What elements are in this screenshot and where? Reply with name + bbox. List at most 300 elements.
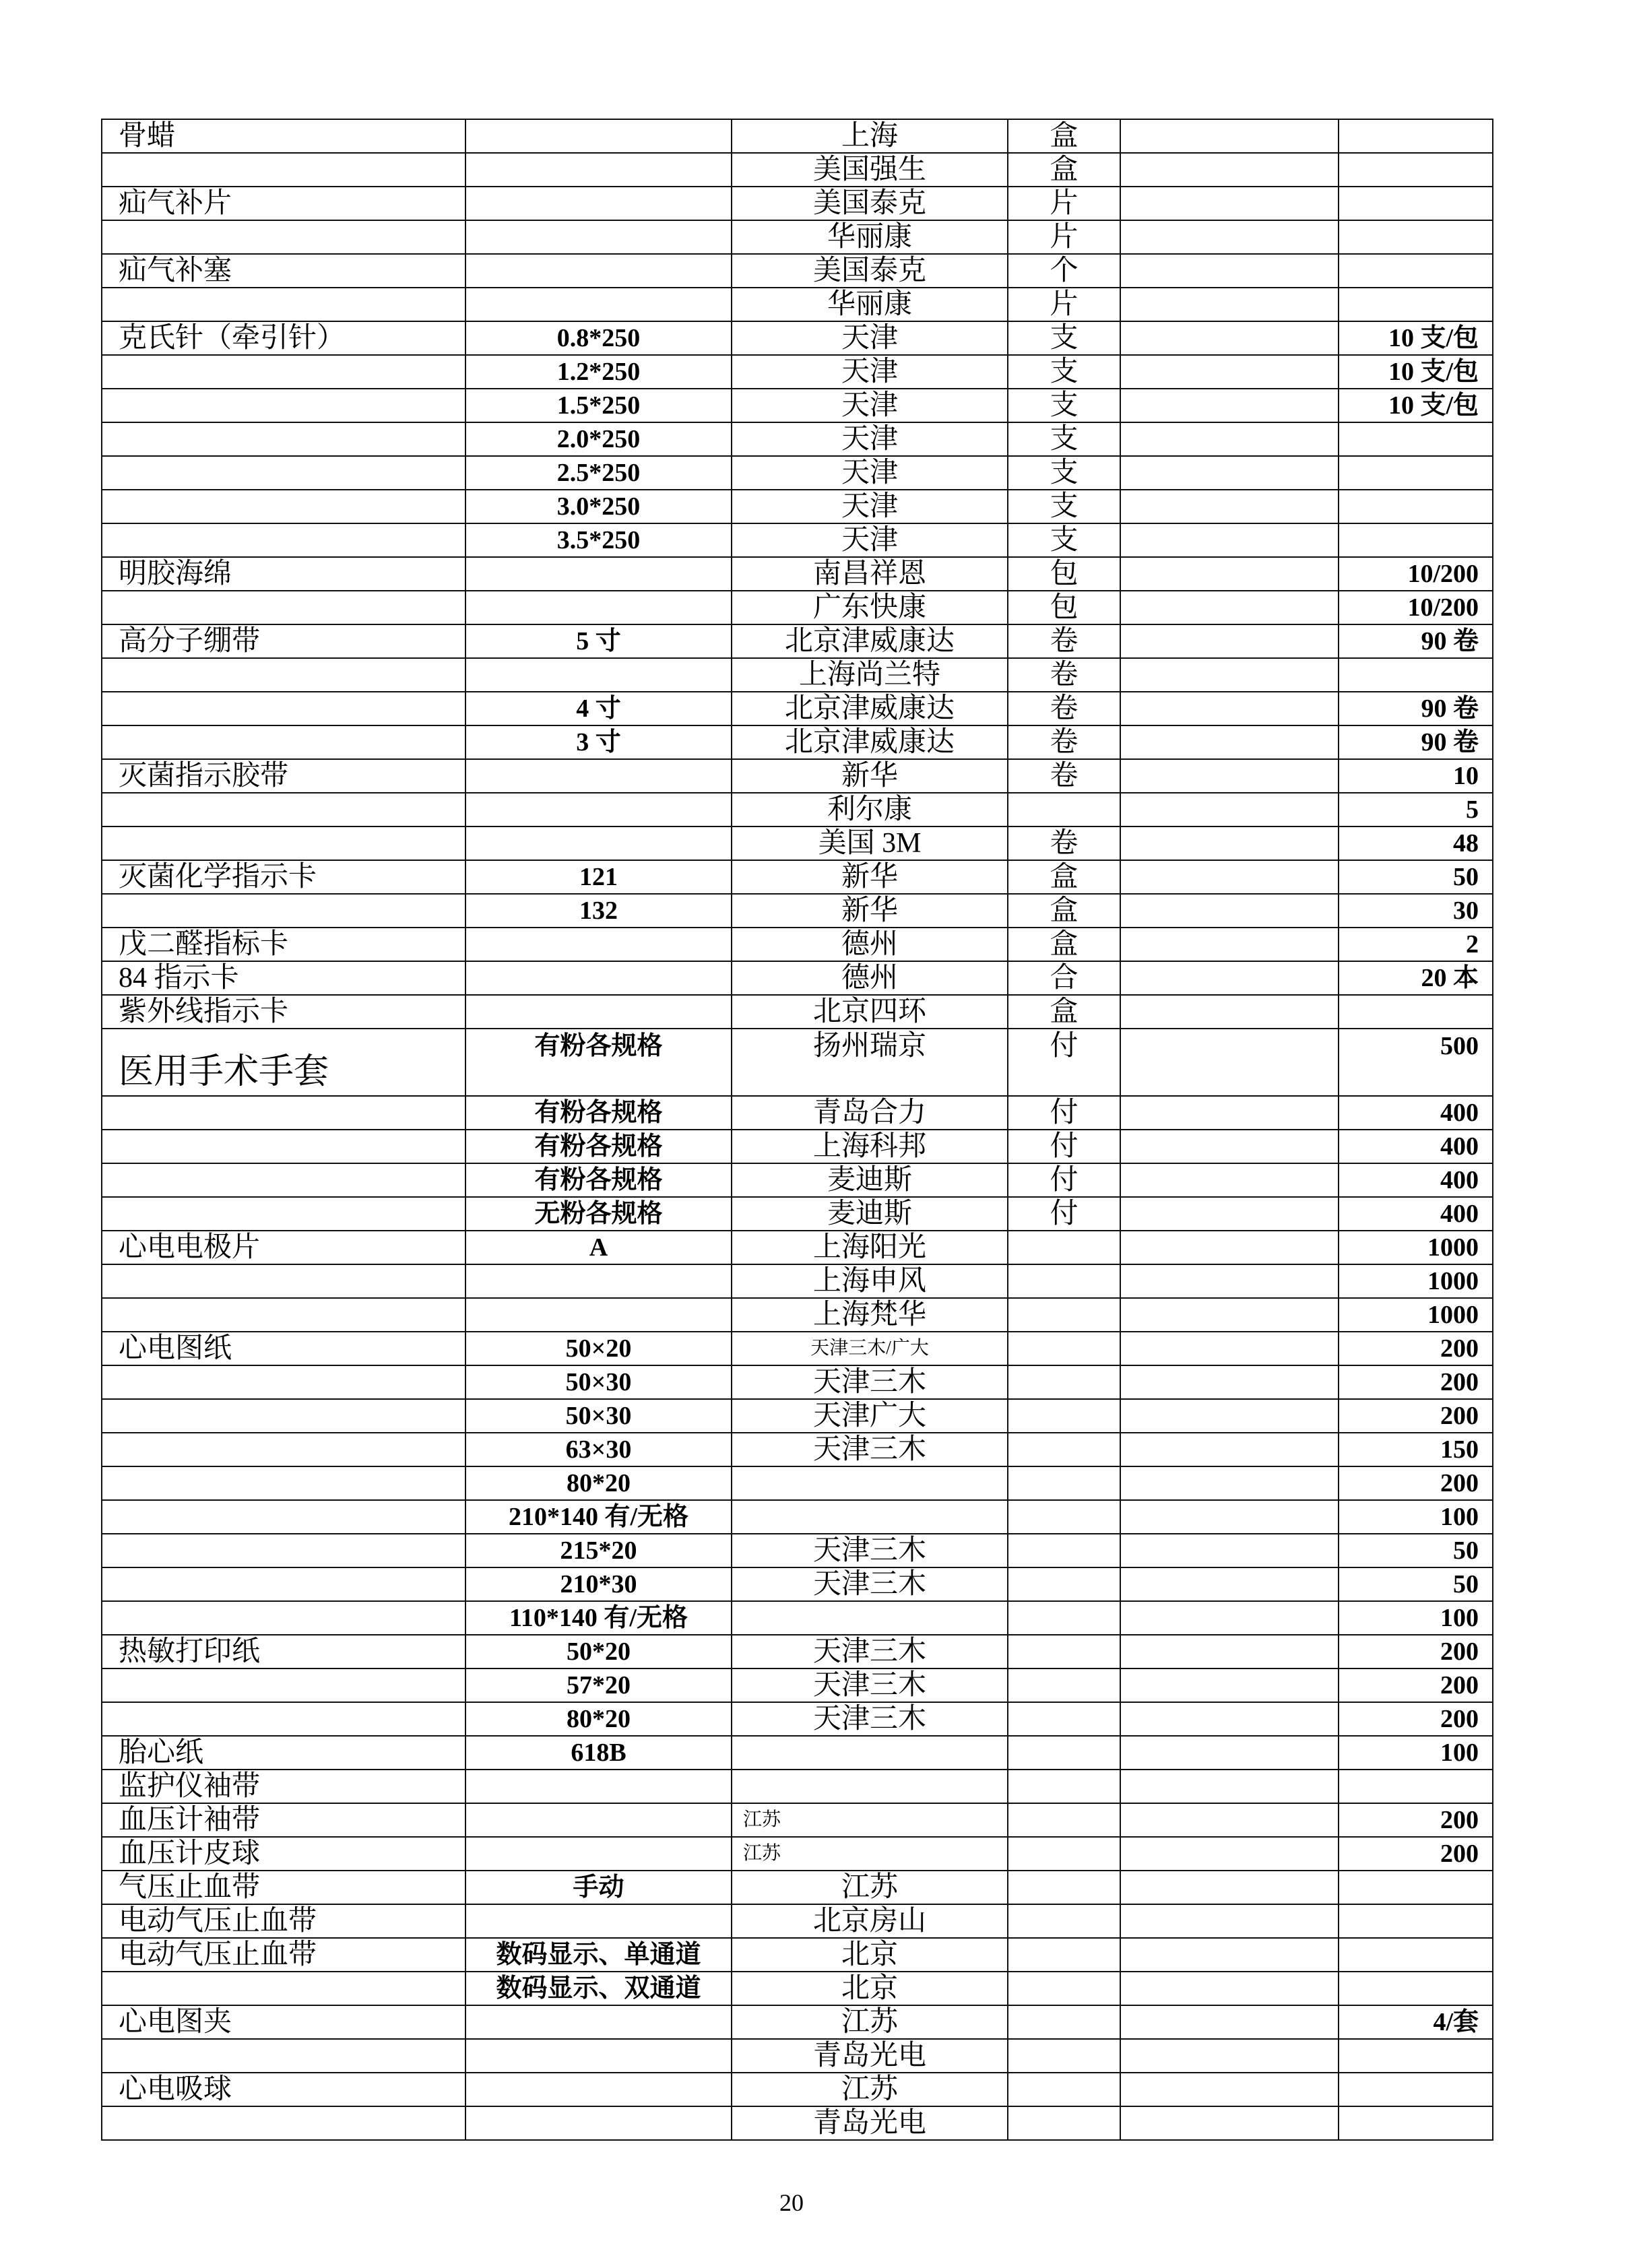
manufacturer-cell: 天津: [732, 321, 1008, 355]
item-name-cell: [102, 1972, 465, 2005]
item-name-cell: 热敏打印纸: [102, 1635, 465, 1668]
table-row: [102, 2106, 1493, 2140]
package-qty-cell: [1339, 1904, 1493, 1938]
manufacturer-cell: 天津: [732, 523, 1008, 557]
item-name-cell: 医用手术手套: [102, 1029, 465, 1096]
table-row: [102, 658, 1493, 692]
manufacturer-cell: 天津: [732, 422, 1008, 456]
table-row: [102, 422, 1493, 456]
empty-cell: [1120, 658, 1339, 692]
unit-cell: 付: [1008, 1130, 1120, 1163]
unit-cell: [1008, 1332, 1120, 1365]
manufacturer-cell: 天津三木: [732, 1534, 1008, 1567]
empty-cell: [1120, 793, 1339, 827]
item-name-cell: 血压计袖带: [102, 1803, 465, 1837]
table-row: [102, 1130, 1493, 1163]
spec-cell: [465, 557, 732, 591]
table-row: [102, 321, 1493, 355]
manufacturer-cell: 上海科邦: [732, 1130, 1008, 1163]
unit-cell: 合: [1008, 961, 1120, 995]
package-qty-cell: 10 支/包: [1339, 355, 1493, 389]
table-row: [102, 1029, 1493, 1096]
spec-cell: 2.5*250: [465, 456, 732, 490]
package-qty-cell: 90 卷: [1339, 725, 1493, 759]
spec-cell: [465, 254, 732, 288]
spec-cell: 50*20: [465, 1635, 732, 1668]
empty-cell: [1120, 827, 1339, 860]
table-row: [102, 1264, 1493, 1298]
empty-cell: [1120, 288, 1339, 321]
unit-cell: 支: [1008, 456, 1120, 490]
spec-cell: 3.5*250: [465, 523, 732, 557]
package-qty-cell: 200: [1339, 1466, 1493, 1500]
empty-cell: [1120, 355, 1339, 389]
package-qty-cell: 4/套: [1339, 2005, 1493, 2039]
spec-cell: [465, 827, 732, 860]
empty-cell: [1120, 1567, 1339, 1601]
spec-cell: 1.2*250: [465, 355, 732, 389]
table-row: [102, 1096, 1493, 1130]
unit-cell: 盒: [1008, 928, 1120, 961]
table-row: [102, 1500, 1493, 1534]
empty-cell: [1120, 961, 1339, 995]
table-row: [102, 220, 1493, 254]
item-name-cell: [102, 1163, 465, 1197]
item-name-cell: [102, 1500, 465, 1534]
package-qty-cell: 1000: [1339, 1264, 1493, 1298]
table-row: [102, 187, 1493, 220]
spec-cell: 132: [465, 894, 732, 928]
spec-cell: [465, 2005, 732, 2039]
spec-cell: [465, 1837, 732, 1871]
package-qty-cell: 50: [1339, 1534, 1493, 1567]
spec-cell: [465, 658, 732, 692]
empty-cell: [1120, 1972, 1339, 2005]
package-qty-cell: 10 支/包: [1339, 389, 1493, 422]
spec-cell: [465, 1770, 732, 1803]
table-row: [102, 389, 1493, 422]
table-row: [102, 2073, 1493, 2106]
unit-cell: [1008, 1770, 1120, 1803]
manufacturer-cell: 扬州瑞京: [732, 1029, 1008, 1096]
empty-cell: [1120, 2039, 1339, 2073]
package-qty-cell: 150: [1339, 1433, 1493, 1466]
unit-cell: [1008, 1871, 1120, 1904]
manufacturer-cell: 天津三木: [732, 1668, 1008, 1702]
empty-cell: [1120, 1601, 1339, 1635]
manufacturer-cell: 利尔康: [732, 793, 1008, 827]
item-name-cell: [102, 1130, 465, 1163]
manufacturer-cell: 天津三木: [732, 1635, 1008, 1668]
spec-cell: 手动: [465, 1871, 732, 1904]
spec-cell: [465, 1264, 732, 1298]
manufacturer-cell: 新华: [732, 860, 1008, 894]
package-qty-cell: 100: [1339, 1601, 1493, 1635]
empty-cell: [1120, 725, 1339, 759]
empty-cell: [1120, 1736, 1339, 1770]
item-name-cell: 疝气补片: [102, 187, 465, 220]
spec-cell: [465, 1904, 732, 1938]
empty-cell: [1120, 1096, 1339, 1130]
unit-cell: 片: [1008, 187, 1120, 220]
item-name-cell: 心电电极片: [102, 1231, 465, 1264]
unit-cell: [1008, 2005, 1120, 2039]
manufacturer-cell: 麦迪斯: [732, 1163, 1008, 1197]
package-qty-cell: 200: [1339, 1635, 1493, 1668]
empty-cell: [1120, 1029, 1339, 1096]
item-name-cell: 气压止血带: [102, 1871, 465, 1904]
item-name-cell: 84 指示卡: [102, 961, 465, 995]
package-qty-cell: 1000: [1339, 1298, 1493, 1332]
manufacturer-cell: [732, 1770, 1008, 1803]
table-row: [102, 1399, 1493, 1433]
spec-cell: 4 寸: [465, 692, 732, 725]
package-qty-cell: [1339, 995, 1493, 1029]
table-row: [102, 1567, 1493, 1601]
unit-cell: [1008, 1904, 1120, 1938]
manufacturer-cell: 南昌祥恩: [732, 557, 1008, 591]
spec-cell: 数码显示、双通道: [465, 1972, 732, 2005]
unit-cell: 个: [1008, 254, 1120, 288]
package-qty-cell: 200: [1339, 1702, 1493, 1736]
spec-cell: [465, 119, 732, 153]
manufacturer-cell: 天津三木: [732, 1567, 1008, 1601]
spec-cell: [465, 995, 732, 1029]
empty-cell: [1120, 220, 1339, 254]
spec-cell: [465, 961, 732, 995]
item-name-cell: [102, 1264, 465, 1298]
manufacturer-cell: 上海阳光: [732, 1231, 1008, 1264]
package-qty-cell: [1339, 1972, 1493, 2005]
unit-cell: 盒: [1008, 995, 1120, 1029]
unit-cell: [1008, 1702, 1120, 1736]
empty-cell: [1120, 894, 1339, 928]
table-row: [102, 759, 1493, 793]
table-row: [102, 1163, 1493, 1197]
empty-cell: [1120, 490, 1339, 523]
unit-cell: [1008, 1433, 1120, 1466]
unit-cell: [1008, 1837, 1120, 1871]
manufacturer-cell: 华丽康: [732, 288, 1008, 321]
empty-cell: [1120, 1938, 1339, 1972]
package-qty-cell: 10: [1339, 759, 1493, 793]
unit-cell: 付: [1008, 1096, 1120, 1130]
empty-cell: [1120, 557, 1339, 591]
item-name-cell: [102, 1365, 465, 1399]
item-name-cell: [102, 1298, 465, 1332]
manufacturer-cell: 德州: [732, 961, 1008, 995]
package-qty-cell: 400: [1339, 1163, 1493, 1197]
spec-cell: 80*20: [465, 1466, 732, 1500]
spec-cell: 数码显示、单通道: [465, 1938, 732, 1972]
manufacturer-cell: 北京四环: [732, 995, 1008, 1029]
empty-cell: [1120, 1298, 1339, 1332]
table-row: [102, 254, 1493, 288]
item-name-cell: 心电吸球: [102, 2073, 465, 2106]
manufacturer-cell: 江苏: [732, 1871, 1008, 1904]
manufacturer-cell: 天津三木/广大: [732, 1332, 1008, 1365]
item-name-cell: [102, 523, 465, 557]
table-body: [102, 119, 1493, 2140]
unit-cell: 盒: [1008, 153, 1120, 187]
spec-cell: 210*30: [465, 1567, 732, 1601]
unit-cell: [1008, 1399, 1120, 1433]
table-row: [102, 2039, 1493, 2073]
unit-cell: [1008, 1938, 1120, 1972]
table-row: [102, 1837, 1493, 1871]
spec-cell: 210*140 有/无格: [465, 1500, 732, 1534]
table-row: [102, 1197, 1493, 1231]
empty-cell: [1120, 624, 1339, 658]
empty-cell: [1120, 1466, 1339, 1500]
item-name-cell: [102, 1702, 465, 1736]
empty-cell: [1120, 1668, 1339, 1702]
package-qty-cell: [1339, 456, 1493, 490]
table-row: [102, 1601, 1493, 1635]
table-row: [102, 523, 1493, 557]
manufacturer-cell: 江苏: [732, 1803, 1008, 1837]
empty-cell: [1120, 995, 1339, 1029]
item-name-cell: [102, 2039, 465, 2073]
table-row: [102, 725, 1493, 759]
spec-cell: 121: [465, 860, 732, 894]
manufacturer-cell: 华丽康: [732, 220, 1008, 254]
unit-cell: 包: [1008, 591, 1120, 624]
package-qty-cell: 200: [1339, 1837, 1493, 1871]
unit-cell: 片: [1008, 220, 1120, 254]
manufacturer-cell: 北京津威康达: [732, 692, 1008, 725]
item-name-cell: [102, 1567, 465, 1601]
package-qty-cell: 200: [1339, 1332, 1493, 1365]
spec-cell: 215*20: [465, 1534, 732, 1567]
spec-cell: 50×30: [465, 1365, 732, 1399]
empty-cell: [1120, 1365, 1339, 1399]
spec-cell: [465, 1298, 732, 1332]
manufacturer-cell: 江苏: [732, 2005, 1008, 2039]
package-qty-cell: [1339, 422, 1493, 456]
table-row: [102, 1803, 1493, 1837]
unit-cell: [1008, 1365, 1120, 1399]
item-name-cell: [102, 422, 465, 456]
package-qty-cell: 200: [1339, 1668, 1493, 1702]
manufacturer-cell: 新华: [732, 759, 1008, 793]
package-qty-cell: [1339, 288, 1493, 321]
package-qty-cell: 400: [1339, 1096, 1493, 1130]
unit-cell: 盒: [1008, 119, 1120, 153]
table-row: [102, 928, 1493, 961]
unit-cell: [1008, 1567, 1120, 1601]
spec-cell: 有粉各规格: [465, 1096, 732, 1130]
manufacturer-cell: 天津三木: [732, 1702, 1008, 1736]
item-name-cell: 克氏针（牵引针）: [102, 321, 465, 355]
table-row: [102, 1871, 1493, 1904]
spec-cell: 有粉各规格: [465, 1163, 732, 1197]
empty-cell: [1120, 254, 1339, 288]
empty-cell: [1120, 860, 1339, 894]
item-name-cell: [102, 827, 465, 860]
table-row: [102, 894, 1493, 928]
package-qty-cell: 200: [1339, 1803, 1493, 1837]
empty-cell: [1120, 1332, 1339, 1365]
unit-cell: [1008, 2039, 1120, 2073]
manufacturer-cell: 天津三木: [732, 1433, 1008, 1466]
item-name-cell: [102, 1096, 465, 1130]
unit-cell: 卷: [1008, 725, 1120, 759]
spec-cell: [465, 591, 732, 624]
table-row: [102, 119, 1493, 153]
item-name-cell: [102, 2106, 465, 2140]
package-qty-cell: [1339, 220, 1493, 254]
package-qty-cell: [1339, 490, 1493, 523]
empty-cell: [1120, 1635, 1339, 1668]
item-name-cell: 骨蜡: [102, 119, 465, 153]
manufacturer-cell: 广东快康: [732, 591, 1008, 624]
unit-cell: [1008, 1534, 1120, 1567]
package-qty-cell: 5: [1339, 793, 1493, 827]
item-name-cell: 监护仪袖带: [102, 1770, 465, 1803]
spec-cell: 50×20: [465, 1332, 732, 1365]
unit-cell: 包: [1008, 557, 1120, 591]
manufacturer-cell: 青岛光电: [732, 2106, 1008, 2140]
unit-cell: [1008, 1601, 1120, 1635]
table-row: [102, 1736, 1493, 1770]
manufacturer-cell: 青岛光电: [732, 2039, 1008, 2073]
manufacturer-cell: 青岛合力: [732, 1096, 1008, 1130]
unit-cell: [1008, 2073, 1120, 2106]
item-name-cell: [102, 658, 465, 692]
table-row: [102, 860, 1493, 894]
spec-cell: [465, 928, 732, 961]
unit-cell: 支: [1008, 355, 1120, 389]
item-name-cell: [102, 220, 465, 254]
table-row: [102, 1231, 1493, 1264]
item-name-cell: [102, 725, 465, 759]
spec-cell: [465, 220, 732, 254]
unit-cell: 卷: [1008, 624, 1120, 658]
manufacturer-cell: 美国强生: [732, 153, 1008, 187]
package-qty-cell: 1000: [1339, 1231, 1493, 1264]
package-qty-cell: 10/200: [1339, 557, 1493, 591]
item-name-cell: 血压计皮球: [102, 1837, 465, 1871]
manufacturer-cell: 天津: [732, 490, 1008, 523]
unit-cell: [1008, 2106, 1120, 2140]
item-name-cell: [102, 1668, 465, 1702]
manufacturer-cell: 江苏: [732, 1837, 1008, 1871]
unit-cell: [1008, 1668, 1120, 1702]
page-number: 20: [779, 2189, 804, 2216]
package-qty-cell: [1339, 153, 1493, 187]
empty-cell: [1120, 119, 1339, 153]
table-row: [102, 1972, 1493, 2005]
item-name-cell: 疝气补塞: [102, 254, 465, 288]
spec-cell: 80*20: [465, 1702, 732, 1736]
table-row: [102, 1770, 1493, 1803]
spec-cell: 有粉各规格: [465, 1029, 732, 1096]
empty-cell: [1120, 187, 1339, 220]
package-qty-cell: 30: [1339, 894, 1493, 928]
item-name-cell: [102, 894, 465, 928]
item-name-cell: 明胶海绵: [102, 557, 465, 591]
unit-cell: [1008, 1466, 1120, 1500]
item-name-cell: [102, 1466, 465, 1500]
table-row: [102, 624, 1493, 658]
spec-cell: 618B: [465, 1736, 732, 1770]
package-qty-cell: 90 卷: [1339, 624, 1493, 658]
item-name-cell: 心电图纸: [102, 1332, 465, 1365]
empty-cell: [1120, 1163, 1339, 1197]
empty-cell: [1120, 1130, 1339, 1163]
item-name-cell: [102, 793, 465, 827]
package-qty-cell: [1339, 254, 1493, 288]
empty-cell: [1120, 1770, 1339, 1803]
table-row: [102, 1365, 1493, 1399]
unit-cell: [1008, 1231, 1120, 1264]
table-row: [102, 490, 1493, 523]
empty-cell: [1120, 523, 1339, 557]
item-name-cell: 电动气压止血带: [102, 1938, 465, 1972]
unit-cell: [1008, 1972, 1120, 2005]
table-row: [102, 827, 1493, 860]
package-qty-cell: [1339, 2039, 1493, 2073]
unit-cell: 片: [1008, 288, 1120, 321]
empty-cell: [1120, 759, 1339, 793]
unit-cell: 卷: [1008, 692, 1120, 725]
empty-cell: [1120, 1534, 1339, 1567]
unit-cell: 支: [1008, 422, 1120, 456]
empty-cell: [1120, 1399, 1339, 1433]
table-row: [102, 1938, 1493, 1972]
table-row: [102, 692, 1493, 725]
spec-cell: [465, 2106, 732, 2140]
spec-cell: A: [465, 1231, 732, 1264]
manufacturer-cell: 江苏: [732, 2073, 1008, 2106]
empty-cell: [1120, 1803, 1339, 1837]
manufacturer-cell: 北京房山: [732, 1904, 1008, 1938]
table-row: [102, 288, 1493, 321]
empty-cell: [1120, 1264, 1339, 1298]
package-qty-cell: [1339, 1871, 1493, 1904]
spec-cell: [465, 153, 732, 187]
item-name-cell: 电动气压止血带: [102, 1904, 465, 1938]
empty-cell: [1120, 456, 1339, 490]
table-row: [102, 591, 1493, 624]
unit-cell: 付: [1008, 1163, 1120, 1197]
package-qty-cell: [1339, 187, 1493, 220]
unit-cell: 支: [1008, 523, 1120, 557]
item-name-cell: [102, 1433, 465, 1466]
item-name-cell: 紫外线指示卡: [102, 995, 465, 1029]
manufacturer-cell: 美国泰克: [732, 187, 1008, 220]
empty-cell: [1120, 1871, 1339, 1904]
unit-cell: 支: [1008, 321, 1120, 355]
package-qty-cell: 10/200: [1339, 591, 1493, 624]
spec-cell: 1.5*250: [465, 389, 732, 422]
table-row: [102, 961, 1493, 995]
unit-cell: 付: [1008, 1029, 1120, 1096]
item-name-cell: [102, 456, 465, 490]
manufacturer-cell: 天津广大: [732, 1399, 1008, 1433]
manufacturer-cell: 上海梵华: [732, 1298, 1008, 1332]
empty-cell: [1120, 1231, 1339, 1264]
item-name-cell: 灭菌指示胶带: [102, 759, 465, 793]
empty-cell: [1120, 1702, 1339, 1736]
package-qty-cell: [1339, 658, 1493, 692]
unit-cell: 卷: [1008, 658, 1120, 692]
package-qty-cell: [1339, 1770, 1493, 1803]
table-row: [102, 557, 1493, 591]
spec-cell: [465, 793, 732, 827]
manufacturer-cell: [732, 1736, 1008, 1770]
